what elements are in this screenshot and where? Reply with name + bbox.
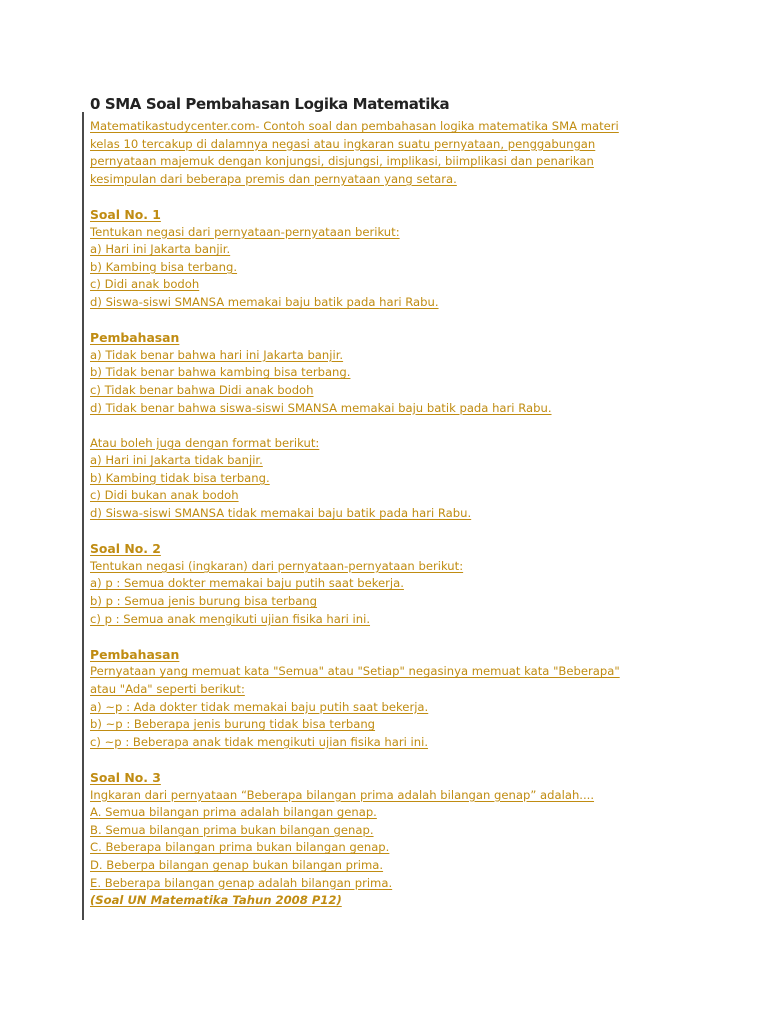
soal-2-answer[interactable] (90, 734, 750, 752)
link-text: C. Beberapa bilangan prima bukan bilangan genap. (90, 840, 390, 855)
soal-2-answer[interactable] (90, 699, 750, 717)
soal-2-heading[interactable] (90, 540, 750, 558)
spacer (90, 188, 750, 206)
link-text: b) ~p : Beberapa jenis burung tidak bisa terbang (90, 717, 376, 732)
soal-1-heading[interactable] (90, 206, 750, 224)
soal-1-alt-answer[interactable] (90, 452, 750, 470)
soal-2-option[interactable] (90, 575, 750, 593)
link-text: c) ~p : Beberapa anak tidak mengikuti ujian fisika hari ini. (90, 734, 429, 749)
left-margin-rule (82, 112, 84, 920)
link-text: c) Tidak benar bahwa Didi anak bodoh (90, 382, 314, 397)
soal-3-source[interactable] (90, 892, 750, 910)
link-text: B. Semua bilangan prima bukan bilangan genap. (90, 822, 374, 837)
intro-line[interactable] (90, 153, 750, 171)
soal-1-option[interactable] (90, 294, 750, 312)
soal-1-answer[interactable] (90, 364, 750, 382)
spacer (90, 628, 750, 646)
intro-line[interactable] (90, 118, 750, 136)
soal-1-alt-answer[interactable] (90, 487, 750, 505)
soal-2-answer[interactable] (90, 716, 750, 734)
soal-2-explanation[interactable] (90, 663, 750, 681)
link-text: Pembahasan (90, 646, 180, 662)
soal-1-option[interactable] (90, 276, 750, 294)
link-text: (Soal UN Matematika Tahun 2008 P12) (90, 893, 342, 908)
link-text: Soal No. 2 (90, 541, 161, 557)
soal-1-answer[interactable] (90, 347, 750, 365)
link-text: Soal No. 1 (90, 206, 161, 222)
link-text: b) p : Semua jenis burung bisa terbang (90, 594, 318, 609)
link-text: a) Hari ini Jakarta tidak banjir. (90, 453, 263, 468)
link-text: a) p : Semua dokter memakai baju putih saat bekerja. (90, 576, 404, 591)
intro-line[interactable] (90, 171, 750, 189)
link-text: Pembahasan (90, 330, 180, 346)
soal-1-pembahasan-heading[interactable] (90, 329, 750, 347)
link-text: A. Semua bilangan prima adalah bilangan genap. (90, 805, 377, 820)
soal-2-option[interactable] (90, 611, 750, 629)
page-title: 0 SMA Soal Pembahasan Logika Matematika (90, 95, 450, 113)
soal-1-question[interactable] (90, 224, 750, 242)
link-text: d) Siswa-siswi SMANSA tidak memakai baju batik pada hari Rabu. (90, 506, 472, 521)
link-text: c) Didi anak bodoh (90, 277, 200, 292)
link-text: Ingkaran dari pernyataan “Beberapa bilangan prima adalah bilangan genap” adalah.... (90, 787, 595, 802)
link-text: Soal No. 3 (90, 769, 161, 785)
soal-2-explanation[interactable] (90, 681, 750, 699)
link-text: a) Hari ini Jakarta banjir. (90, 242, 231, 257)
link-text: c) p : Semua anak mengikuti ujian fisika hari ini. (90, 611, 371, 626)
soal-2-option[interactable] (90, 593, 750, 611)
link-text: b) Tidak benar bahwa kambing bisa terbang. (90, 365, 351, 380)
soal-1-alt-intro[interactable] (90, 435, 750, 453)
link-text: c) Didi bukan anak bodoh (90, 488, 239, 503)
link-text: Pernyataan yang memuat kata "Semua" atau "Setiap" negasinya memuat kata "Beberapa" (90, 664, 620, 679)
soal-3-heading[interactable] (90, 769, 750, 787)
link-text: Matematikastudycenter.com- Contoh soal dan pembahasan logika matematika SMA materi (90, 119, 619, 133)
intro-line[interactable] (90, 136, 750, 154)
soal-3-option[interactable] (90, 822, 750, 840)
spacer (90, 417, 750, 435)
link-text: pernyataan majemuk dengan konjungsi, disjungsi, implikasi, biimplikasi dan penarikan (90, 154, 594, 169)
soal-1-alt-answer[interactable] (90, 505, 750, 523)
soal-2-question[interactable] (90, 558, 750, 576)
link-text: E. Beberapa bilangan genap adalah bilangan prima. (90, 875, 393, 890)
soal-3-option[interactable] (90, 875, 750, 893)
link-text: a) ~p : Ada dokter tidak memakai baju putih saat bekerja. (90, 699, 429, 714)
soal-1-alt-answer[interactable] (90, 470, 750, 488)
soal-3-option[interactable] (90, 804, 750, 822)
link-text: d) Tidak benar bahwa siswa-siswi SMANSA memakai baju batik pada hari Rabu. (90, 400, 552, 415)
link-text: kelas 10 tercakup di dalamnya negasi atau ingkaran suatu pernyataan, penggabungan (90, 136, 596, 151)
soal-2-pembahasan-heading[interactable] (90, 646, 750, 664)
spacer (90, 523, 750, 541)
link-text: D. Beberpa bilangan genap bukan bilangan prima. (90, 857, 384, 872)
spacer (90, 751, 750, 769)
soal-1-option[interactable] (90, 241, 750, 259)
soal-3-option[interactable] (90, 839, 750, 857)
soal-3-question[interactable] (90, 787, 750, 805)
link-text: atau "Ada" seperti berikut: (90, 682, 245, 696)
link-text: kesimpulan dari beberapa premis dan pernyataan yang setara. (90, 171, 457, 186)
soal-1-answer[interactable] (90, 382, 750, 400)
link-text: b) Kambing tidak bisa terbang. (90, 470, 270, 485)
link-text: Tentukan negasi dari pernyataan-pernyataan berikut: (90, 224, 400, 239)
link-text: a) Tidak benar bahwa hari ini Jakarta banjir. (90, 347, 344, 362)
article-body (90, 118, 750, 910)
link-text: b) Kambing bisa terbang. (90, 259, 238, 274)
soal-3-option[interactable] (90, 857, 750, 875)
soal-1-answer[interactable] (90, 400, 750, 418)
link-text: d) Siswa-siswi SMANSA memakai baju batik pada hari Rabu. (90, 294, 439, 309)
link-text: Tentukan negasi (ingkaran) dari pernyataan-pernyataan berikut: (90, 558, 464, 573)
link-text: Atau boleh juga dengan format berikut: (90, 435, 320, 450)
soal-1-option[interactable] (90, 259, 750, 277)
spacer (90, 312, 750, 330)
